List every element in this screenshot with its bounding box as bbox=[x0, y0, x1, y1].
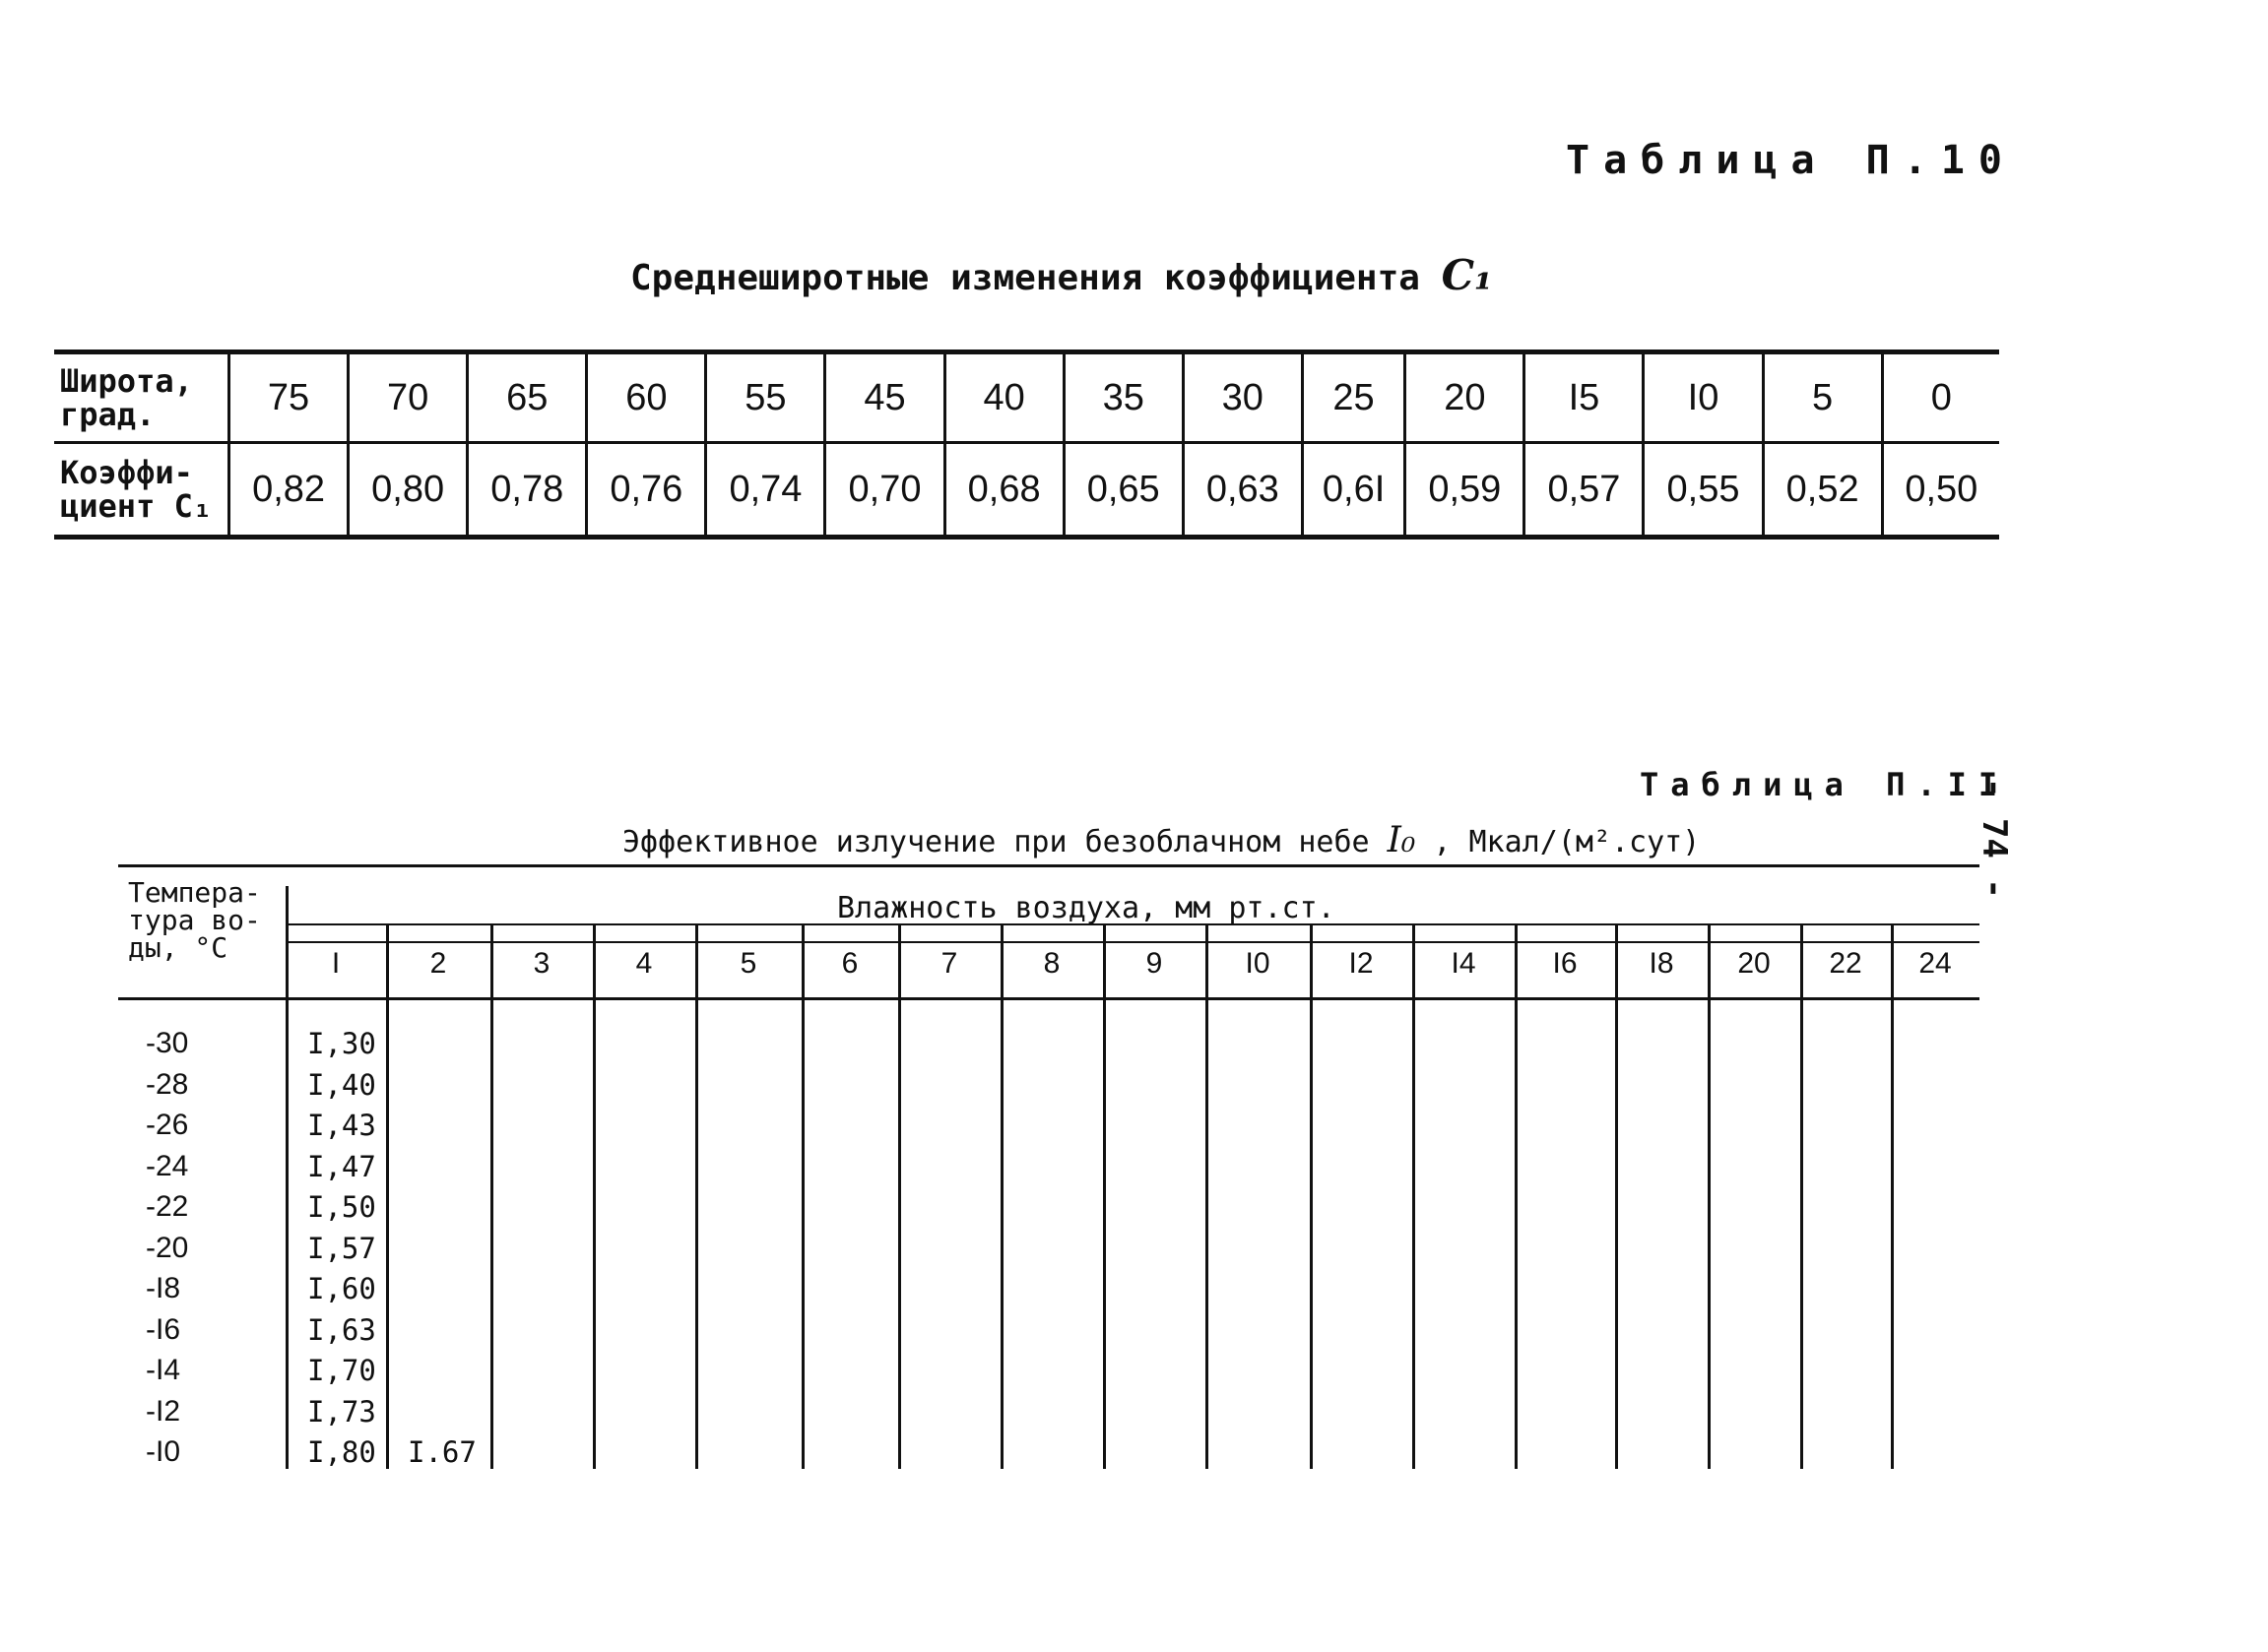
row-header-water-temperature: Темпера- тура во- ды, °С bbox=[128, 876, 261, 964]
coefficient-cell: 0,59 bbox=[1405, 443, 1524, 538]
water-temperature-cell: -24 bbox=[146, 1149, 189, 1182]
humidity-column-header: I4 bbox=[1451, 947, 1476, 980]
column-divider bbox=[1708, 923, 1711, 1469]
humidity-column-header: I6 bbox=[1552, 947, 1578, 980]
column-divider bbox=[802, 923, 805, 1469]
coefficient-cell: 0,70 bbox=[825, 443, 944, 538]
latitude-cell: 20 bbox=[1405, 352, 1524, 443]
humidity-column-header: 2 bbox=[429, 947, 447, 980]
column-divider bbox=[1891, 923, 1894, 1469]
coefficient-cell: 0,74 bbox=[706, 443, 825, 538]
humidity-column-header: I2 bbox=[1348, 947, 1374, 980]
humidity-column-header: 20 bbox=[1737, 947, 1771, 980]
column-divider bbox=[1800, 923, 1803, 1469]
latitude-row bbox=[54, 352, 1999, 443]
humidity-column-header: I8 bbox=[1649, 947, 1674, 980]
column-divider bbox=[490, 923, 493, 1469]
latitude-cell: 55 bbox=[706, 352, 825, 443]
row-header-coefficient: Коэффи- циент C₁ bbox=[60, 454, 213, 525]
radiation-symbol: I₀ bbox=[1387, 820, 1416, 860]
column-divider bbox=[1615, 923, 1618, 1469]
coefficient-cell: 0,57 bbox=[1524, 443, 1644, 538]
water-temperature-cell: -I6 bbox=[146, 1312, 181, 1346]
water-temperature-cell: -28 bbox=[146, 1067, 189, 1101]
column-divider bbox=[1205, 923, 1208, 1469]
humidity-column-header: 7 bbox=[940, 947, 958, 980]
latitude-cell: 60 bbox=[587, 352, 706, 443]
humidity-column-header: 24 bbox=[1918, 947, 1952, 980]
column-divider bbox=[1412, 923, 1415, 1469]
column-divider bbox=[1515, 923, 1518, 1469]
coefficient-cell: 0,50 bbox=[1882, 443, 1999, 538]
humidity-column-header: 4 bbox=[635, 947, 653, 980]
coefficient-cell: 0,80 bbox=[349, 443, 468, 538]
latitude-cell: I5 bbox=[1524, 352, 1644, 443]
latitude-cell: 45 bbox=[825, 352, 944, 443]
coefficient-row bbox=[54, 443, 1999, 538]
coefficient-cell: 0,6I bbox=[1302, 443, 1404, 538]
title-units: , Мкал/(м².сут) bbox=[1433, 825, 1701, 859]
column-divider bbox=[1001, 923, 1004, 1469]
humidity-column-header: I0 bbox=[1245, 947, 1270, 980]
latitude-cell: 65 bbox=[468, 352, 587, 443]
humidity-column-header: 9 bbox=[1145, 947, 1163, 980]
coefficient-symbol: C₁ bbox=[1441, 251, 1493, 299]
latitude-cell: 35 bbox=[1064, 352, 1183, 443]
humidity-column-header: 8 bbox=[1043, 947, 1061, 980]
table-title-p11 bbox=[622, 820, 1700, 860]
column-divider bbox=[1103, 923, 1106, 1469]
radiation-value-cell: I,70 bbox=[307, 1354, 376, 1387]
latitude-cell: 0 bbox=[1882, 352, 1999, 443]
row-header-latitude: Широта, град. bbox=[54, 352, 229, 443]
radiation-value-cell: I,63 bbox=[307, 1312, 376, 1347]
coefficient-cell: 0,65 bbox=[1064, 443, 1183, 538]
humidity-column-header: 6 bbox=[841, 947, 859, 980]
radiation-value-cell: I,50 bbox=[307, 1190, 376, 1224]
latitude-cell: 5 bbox=[1763, 352, 1882, 443]
column-divider bbox=[386, 923, 389, 1469]
water-temperature-cell: -22 bbox=[146, 1190, 189, 1223]
table-title-p10 bbox=[630, 251, 1492, 299]
water-temperature-cell: -20 bbox=[146, 1231, 189, 1264]
water-temperature-cell: -I2 bbox=[146, 1394, 181, 1428]
water-temperature-cell: -I8 bbox=[146, 1272, 181, 1304]
coefficient-cell: 0,55 bbox=[1644, 443, 1763, 538]
water-temperature-cell: -I4 bbox=[146, 1354, 181, 1386]
latitude-cell: 70 bbox=[349, 352, 468, 443]
column-divider bbox=[898, 923, 901, 1469]
latitude-cell: 40 bbox=[944, 352, 1064, 443]
column-divider bbox=[286, 886, 289, 1469]
humidity-column-header: 22 bbox=[1829, 947, 1862, 980]
coefficient-cell: 0,63 bbox=[1183, 443, 1302, 538]
humidity-column-header: 3 bbox=[533, 947, 551, 980]
water-temperature-cell: -26 bbox=[146, 1109, 189, 1141]
table-title-text: Эффективное излучение при безоблачном небе bbox=[622, 825, 1370, 859]
table-top-rule bbox=[118, 864, 1979, 867]
humidity-column-header: I bbox=[331, 947, 341, 980]
radiation-value-cell: I,47 bbox=[307, 1149, 376, 1183]
latitude-cell: 30 bbox=[1183, 352, 1302, 443]
table-caption-p10: Таблица П.10 bbox=[1566, 138, 2016, 183]
coefficient-cell: 0,68 bbox=[944, 443, 1064, 538]
header-bottom-rule bbox=[118, 997, 1979, 1000]
humidity-column-header: 5 bbox=[740, 947, 757, 980]
coefficient-cell: 0,76 bbox=[587, 443, 706, 538]
page-number: - 74 - bbox=[1975, 778, 2014, 899]
humidity-header-label: Влажность воздуха, мм рт.ст. bbox=[837, 891, 1335, 925]
table-caption-p11: Таблица П.II bbox=[1640, 766, 2010, 803]
radiation-value-cell: I,43 bbox=[307, 1109, 376, 1142]
column-divider bbox=[695, 923, 698, 1469]
coefficient-cell: 0,78 bbox=[468, 443, 587, 538]
latitude-cell: 25 bbox=[1302, 352, 1404, 443]
radiation-value-cell: I,40 bbox=[307, 1067, 376, 1102]
column-divider bbox=[593, 923, 596, 1469]
coefficient-cell: 0,52 bbox=[1763, 443, 1882, 538]
coefficient-cell: 0,82 bbox=[229, 443, 349, 538]
radiation-value-cell: I.67 bbox=[408, 1435, 477, 1469]
water-temperature-cell: -30 bbox=[146, 1027, 189, 1059]
radiation-value-cell: I,60 bbox=[307, 1272, 376, 1305]
table-title-text: Среднеширотные изменения коэффициента bbox=[630, 258, 1420, 298]
radiation-value-cell: I,73 bbox=[307, 1394, 376, 1429]
radiation-value-cell: I,80 bbox=[307, 1435, 376, 1469]
water-temperature-cell: -I0 bbox=[146, 1435, 181, 1468]
radiation-value-cell: I,30 bbox=[307, 1027, 376, 1060]
column-divider bbox=[1310, 923, 1313, 1469]
radiation-value-cell: I,57 bbox=[307, 1231, 376, 1265]
latitude-cell: 75 bbox=[229, 352, 349, 443]
latitude-coefficient-table bbox=[54, 349, 1999, 540]
latitude-cell: I0 bbox=[1644, 352, 1763, 443]
column-header-rule bbox=[286, 941, 1979, 943]
